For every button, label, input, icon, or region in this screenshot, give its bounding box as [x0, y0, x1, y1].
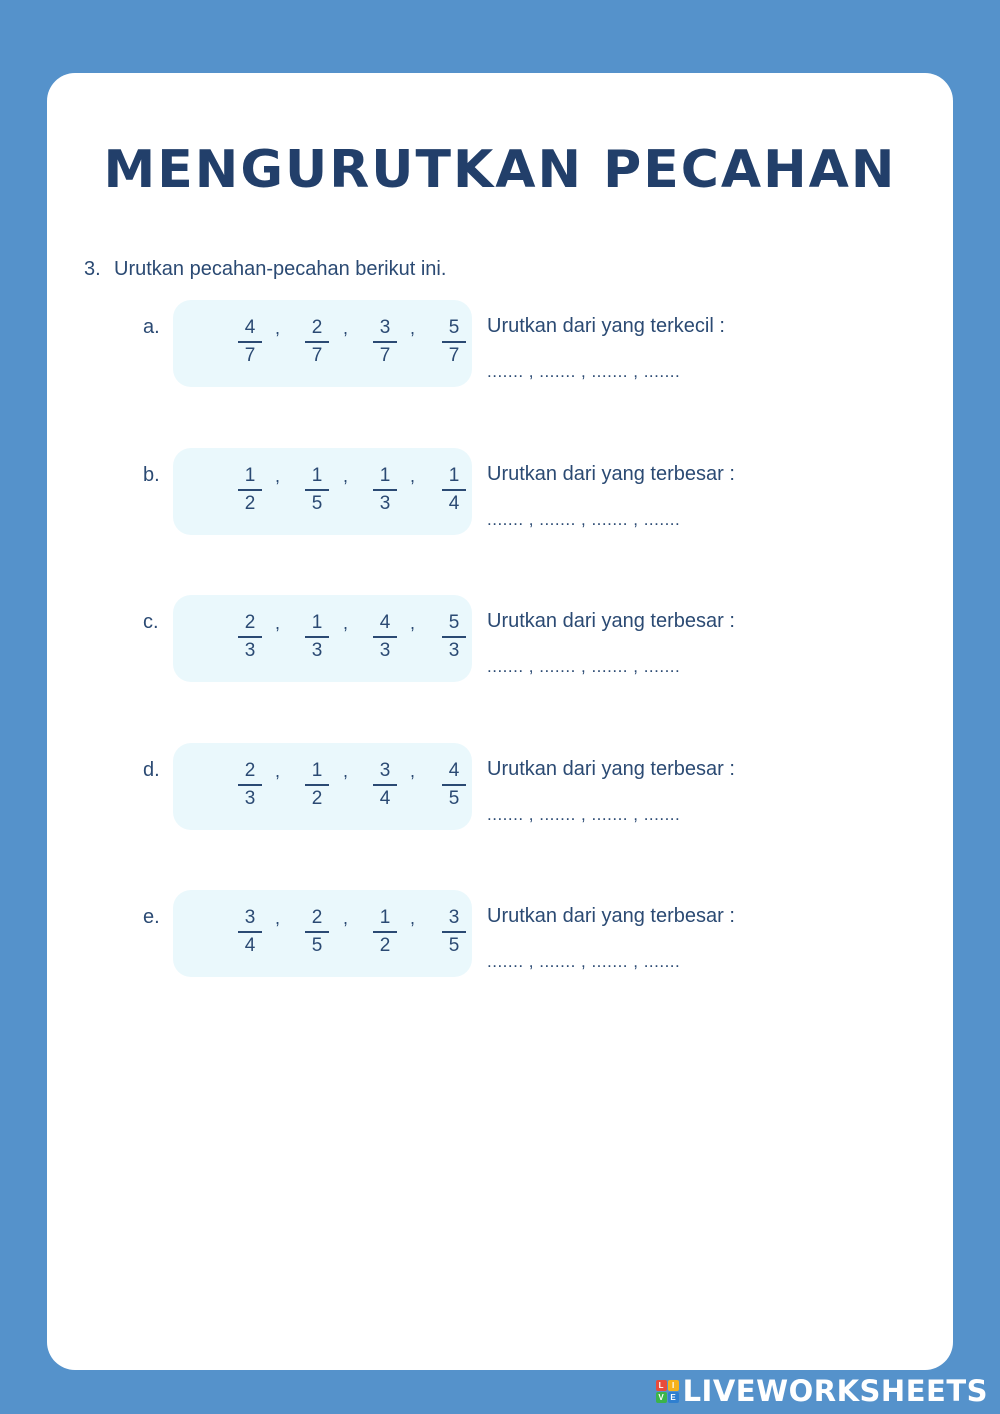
question-text: Urutkan pecahan-pecahan berikut ini.: [114, 258, 447, 280]
fraction: [370, 759, 400, 811]
fraction: [302, 759, 332, 811]
fraction-numerator: 4: [244, 317, 256, 338]
logo-mark-letter: V: [656, 1392, 667, 1403]
fraction-denominator: 5: [311, 934, 323, 956]
fraction-bar: [442, 931, 466, 933]
fraction-bar: [373, 341, 397, 343]
logo-mark-letter: E: [668, 1392, 679, 1403]
fraction-denominator: 3: [448, 639, 460, 661]
exercise-item: [143, 890, 903, 980]
answer-blanks[interactable]: ....... , ....... , ....... , .......: [487, 362, 681, 381]
fraction-bar: [373, 784, 397, 786]
fraction: [302, 611, 332, 663]
fraction-box: [173, 743, 472, 830]
fraction-separator: ,: [275, 466, 281, 486]
fraction-numerator: 2: [244, 760, 256, 781]
fraction-bar: [373, 489, 397, 491]
fraction-denominator: 2: [379, 934, 391, 956]
item-letter: c.: [143, 611, 159, 633]
logo-mark-letter: L: [656, 1380, 667, 1391]
fraction-denominator: 3: [379, 492, 391, 514]
fraction: [439, 464, 469, 516]
item-instruction: Urutkan dari yang terbesar :: [487, 758, 735, 780]
fraction-separator: ,: [275, 908, 281, 928]
fraction: [370, 611, 400, 663]
item-letter: b.: [143, 464, 160, 486]
exercise-item: [143, 448, 903, 538]
fraction-denominator: 5: [448, 787, 460, 809]
fraction-bar: [238, 341, 262, 343]
fraction-box: [173, 448, 472, 535]
fraction-separator: ,: [275, 761, 281, 781]
fraction: [235, 611, 265, 663]
fraction-numerator: 5: [448, 612, 460, 633]
fraction-separator: ,: [343, 613, 349, 633]
fraction-bar: [373, 636, 397, 638]
fraction-box: [173, 595, 472, 682]
fraction-separator: ,: [275, 318, 281, 338]
fraction-denominator: 2: [244, 492, 256, 514]
fraction-numerator: 3: [448, 907, 460, 928]
fraction-denominator: 5: [311, 492, 323, 514]
fraction: [439, 316, 469, 368]
fraction: [302, 316, 332, 368]
question-heading: [84, 258, 446, 281]
item-instruction: Urutkan dari yang terbesar :: [487, 905, 735, 927]
fraction-numerator: 1: [448, 465, 460, 486]
fraction-denominator: 7: [448, 344, 460, 366]
exercise-item: [143, 595, 903, 685]
fraction-bar: [305, 931, 329, 933]
fraction-denominator: 3: [244, 787, 256, 809]
fraction: [235, 759, 265, 811]
exercise-item: [143, 300, 903, 390]
logo-text: LIVEWORKSHEETS: [682, 1374, 988, 1408]
fraction-numerator: 1: [311, 612, 323, 633]
fraction-bar: [442, 489, 466, 491]
fraction-bar: [305, 489, 329, 491]
fraction-numerator: 1: [379, 907, 391, 928]
fraction-bar: [305, 784, 329, 786]
fraction: [370, 464, 400, 516]
question-number: 3.: [84, 258, 101, 280]
fraction-denominator: 7: [379, 344, 391, 366]
item-letter: e.: [143, 906, 160, 928]
fraction: [235, 316, 265, 368]
fraction-denominator: 3: [379, 639, 391, 661]
fraction-numerator: 1: [311, 465, 323, 486]
fraction-box: [173, 890, 472, 977]
fraction-separator: ,: [275, 613, 281, 633]
fraction: [439, 759, 469, 811]
answer-blanks[interactable]: ....... , ....... , ....... , .......: [487, 510, 681, 529]
fraction: [439, 611, 469, 663]
fraction-separator: ,: [410, 318, 416, 338]
fraction-numerator: 2: [311, 907, 323, 928]
fraction-bar: [238, 636, 262, 638]
item-instruction: Urutkan dari yang terkecil :: [487, 315, 725, 337]
fraction-bar: [305, 636, 329, 638]
fraction-separator: ,: [410, 761, 416, 781]
fraction: [439, 906, 469, 958]
fraction-numerator: 4: [448, 760, 460, 781]
fraction-bar: [238, 784, 262, 786]
fraction-bar: [305, 341, 329, 343]
liveworksheets-logo-mark: [656, 1380, 679, 1403]
fraction-denominator: 3: [311, 639, 323, 661]
item-letter: d.: [143, 759, 160, 781]
fraction: [370, 906, 400, 958]
item-instruction: Urutkan dari yang terbesar :: [487, 463, 735, 485]
item-instruction: Urutkan dari yang terbesar :: [487, 610, 735, 632]
fraction-bar: [238, 931, 262, 933]
fraction-bar: [442, 341, 466, 343]
fraction-separator: ,: [343, 761, 349, 781]
fraction: [302, 464, 332, 516]
answer-blanks[interactable]: ....... , ....... , ....... , .......: [487, 805, 681, 824]
page-title: MENGURUTKAN PECAHAN: [103, 140, 897, 200]
fraction: [235, 464, 265, 516]
answer-blanks[interactable]: ....... , ....... , ....... , .......: [487, 657, 681, 676]
fraction-numerator: 3: [244, 907, 256, 928]
fraction-bar: [442, 636, 466, 638]
fraction-separator: ,: [343, 466, 349, 486]
fraction-separator: ,: [343, 908, 349, 928]
fraction-denominator: 4: [379, 787, 391, 809]
fraction-separator: ,: [410, 613, 416, 633]
fraction-numerator: 5: [448, 317, 460, 338]
fraction-bar: [373, 931, 397, 933]
fraction-numerator: 1: [244, 465, 256, 486]
fraction-bar: [442, 784, 466, 786]
fraction: [302, 906, 332, 958]
fraction-numerator: 3: [379, 317, 391, 338]
fraction-bar: [238, 489, 262, 491]
item-letter: a.: [143, 316, 160, 338]
fraction-denominator: 7: [244, 344, 256, 366]
fraction-denominator: 4: [244, 934, 256, 956]
fraction-numerator: 4: [379, 612, 391, 633]
fraction-numerator: 1: [379, 465, 391, 486]
fraction-numerator: 2: [311, 317, 323, 338]
fraction-denominator: 2: [311, 787, 323, 809]
fraction-numerator: 1: [311, 760, 323, 781]
fraction: [235, 906, 265, 958]
fraction-numerator: 3: [379, 760, 391, 781]
fraction-separator: ,: [343, 318, 349, 338]
fraction-denominator: 3: [244, 639, 256, 661]
fraction-numerator: 2: [244, 612, 256, 633]
fraction-separator: ,: [410, 466, 416, 486]
fraction-box: [173, 300, 472, 387]
liveworksheets-logo: [656, 1374, 988, 1408]
fraction-denominator: 7: [311, 344, 323, 366]
fraction-denominator: 5: [448, 934, 460, 956]
fraction-denominator: 4: [448, 492, 460, 514]
fraction-separator: ,: [410, 908, 416, 928]
exercise-item: [143, 743, 903, 833]
logo-mark-letter: I: [668, 1380, 679, 1391]
fraction: [370, 316, 400, 368]
answer-blanks[interactable]: ....... , ....... , ....... , .......: [487, 952, 681, 971]
